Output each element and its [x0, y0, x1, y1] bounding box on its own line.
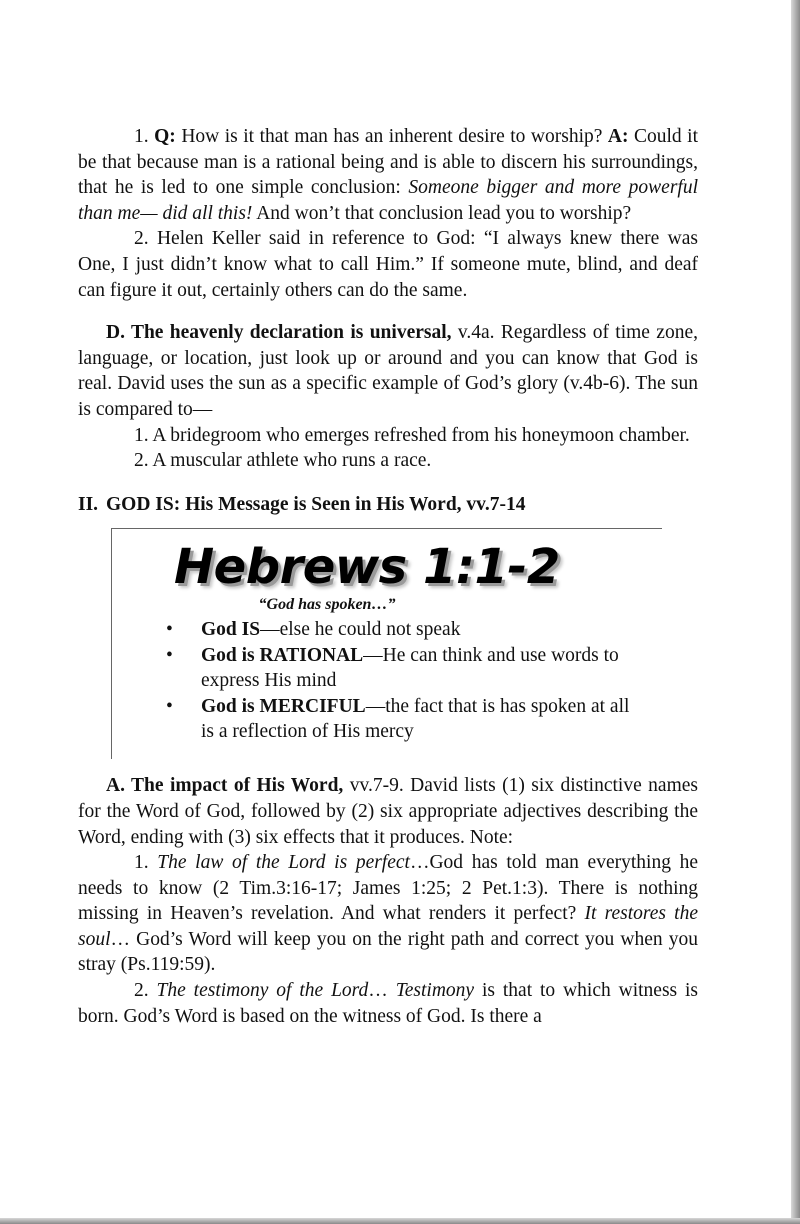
section-a-paragraph [78, 773, 698, 850]
section-d-paragraph [78, 320, 698, 422]
section-number: II. [78, 493, 99, 515]
section-title: GOD IS: His Message is Seen in His Word, vv.7-14 [106, 493, 526, 515]
bullet-icon: • [166, 695, 173, 717]
item-text: … [368, 980, 396, 1002]
paragraph-q-a [78, 124, 698, 226]
hebrews-callout-box [111, 528, 662, 759]
bullet-icon: • [166, 619, 173, 641]
answer-italic: Someone bigger and more powerful than me— did all this! [78, 177, 698, 224]
section-a-heading: A. The impact of His Word, [106, 775, 344, 797]
answer-tail: And won’t that conclusion lead you to worship? [252, 202, 632, 224]
item-italic: The testimony of the Lord [156, 980, 369, 1002]
section-d-text: v.4a. Regardless of time zone, language, or location, just look up or around and you can know that God is real. David uses the sun as a specific example of God’s glory (v.4b-6). The sun is compared to— [78, 322, 698, 420]
bullet-bold: God is MERCIFUL [201, 695, 366, 717]
item-label: 2. [134, 980, 157, 1002]
callout-title: Hebrews 1:1-2 [174, 539, 560, 596]
question-text: How is it that man has an inherent desire to worship? [175, 126, 608, 147]
bullet-text: —the fact that is has spoken at all is a reflection of His mercy [201, 695, 630, 743]
page-shadow-bottom [0, 1218, 800, 1224]
section-a-text: vv.7-9. David lists (1) six distinctive names for the Word of God, followed by (2) six appropriate adjectives describing the Word, ending with (3) six effects that it produces. Note: [78, 775, 698, 848]
callout-bullet-item [112, 617, 632, 643]
bullet-text: —else he could not speak [260, 619, 461, 641]
item-italic: The law of the Lord is perfect [157, 852, 410, 874]
callout-bullet-item [112, 643, 632, 694]
question-label: Q: [154, 126, 176, 147]
answer-text: Could it be that because man is a rational being and is able to discern his surroundings, that he is led to one simple conclusion: [78, 126, 699, 199]
section-d-item: 2. A muscular athlete who runs a race. [134, 450, 432, 472]
bullet-text: —He can think and use words to express His mind [201, 644, 619, 692]
item-italic: Testimony [395, 980, 475, 1002]
item-italic: It restores the soul [78, 903, 698, 950]
section-ii-heading [78, 492, 698, 518]
section-d-item: 1. A bridegroom who emerges refreshed from his honeymoon chamber. [134, 424, 690, 446]
item-label: 1. [134, 126, 155, 147]
item-label: 1. [134, 852, 158, 874]
paragraph-helen-keller: 2. Helen Keller said in reference to God: “I always knew there was One, I just didn’t know what to call Him.” If someone mute, blind, and deaf can figure it out, certainly others can do the same. [78, 228, 698, 301]
bullet-icon: • [166, 644, 173, 666]
document-page [78, 124, 698, 1029]
answer-label: A: [607, 126, 629, 147]
item-text: is that to which witness is born. God’s Word is based on the witness of God. Is there a [78, 980, 699, 1027]
item-text: … God’s Word will keep you on the right path and correct you when you stray (Ps.119:59). [78, 928, 698, 976]
page-shadow-right [791, 0, 800, 1224]
section-d-heading: D. The heavenly declaration is universal, [106, 322, 452, 344]
callout-bullet-list [112, 617, 632, 745]
callout-subtitle: “God has spoken…” [258, 596, 396, 614]
bullet-bold: God is RATIONAL [201, 644, 364, 666]
callout-bullet-item [112, 694, 632, 745]
section-a-item-2 [78, 978, 698, 1029]
item-text: …God has told man everything he needs to know (2 Tim.3:16-17; James 1:25; 2 Pet.1:3). There is nothing missing in Heaven’s revelation. And what renders it perfect? [78, 852, 699, 925]
section-a-item-1 [78, 850, 698, 978]
bullet-bold: God IS [201, 619, 261, 641]
